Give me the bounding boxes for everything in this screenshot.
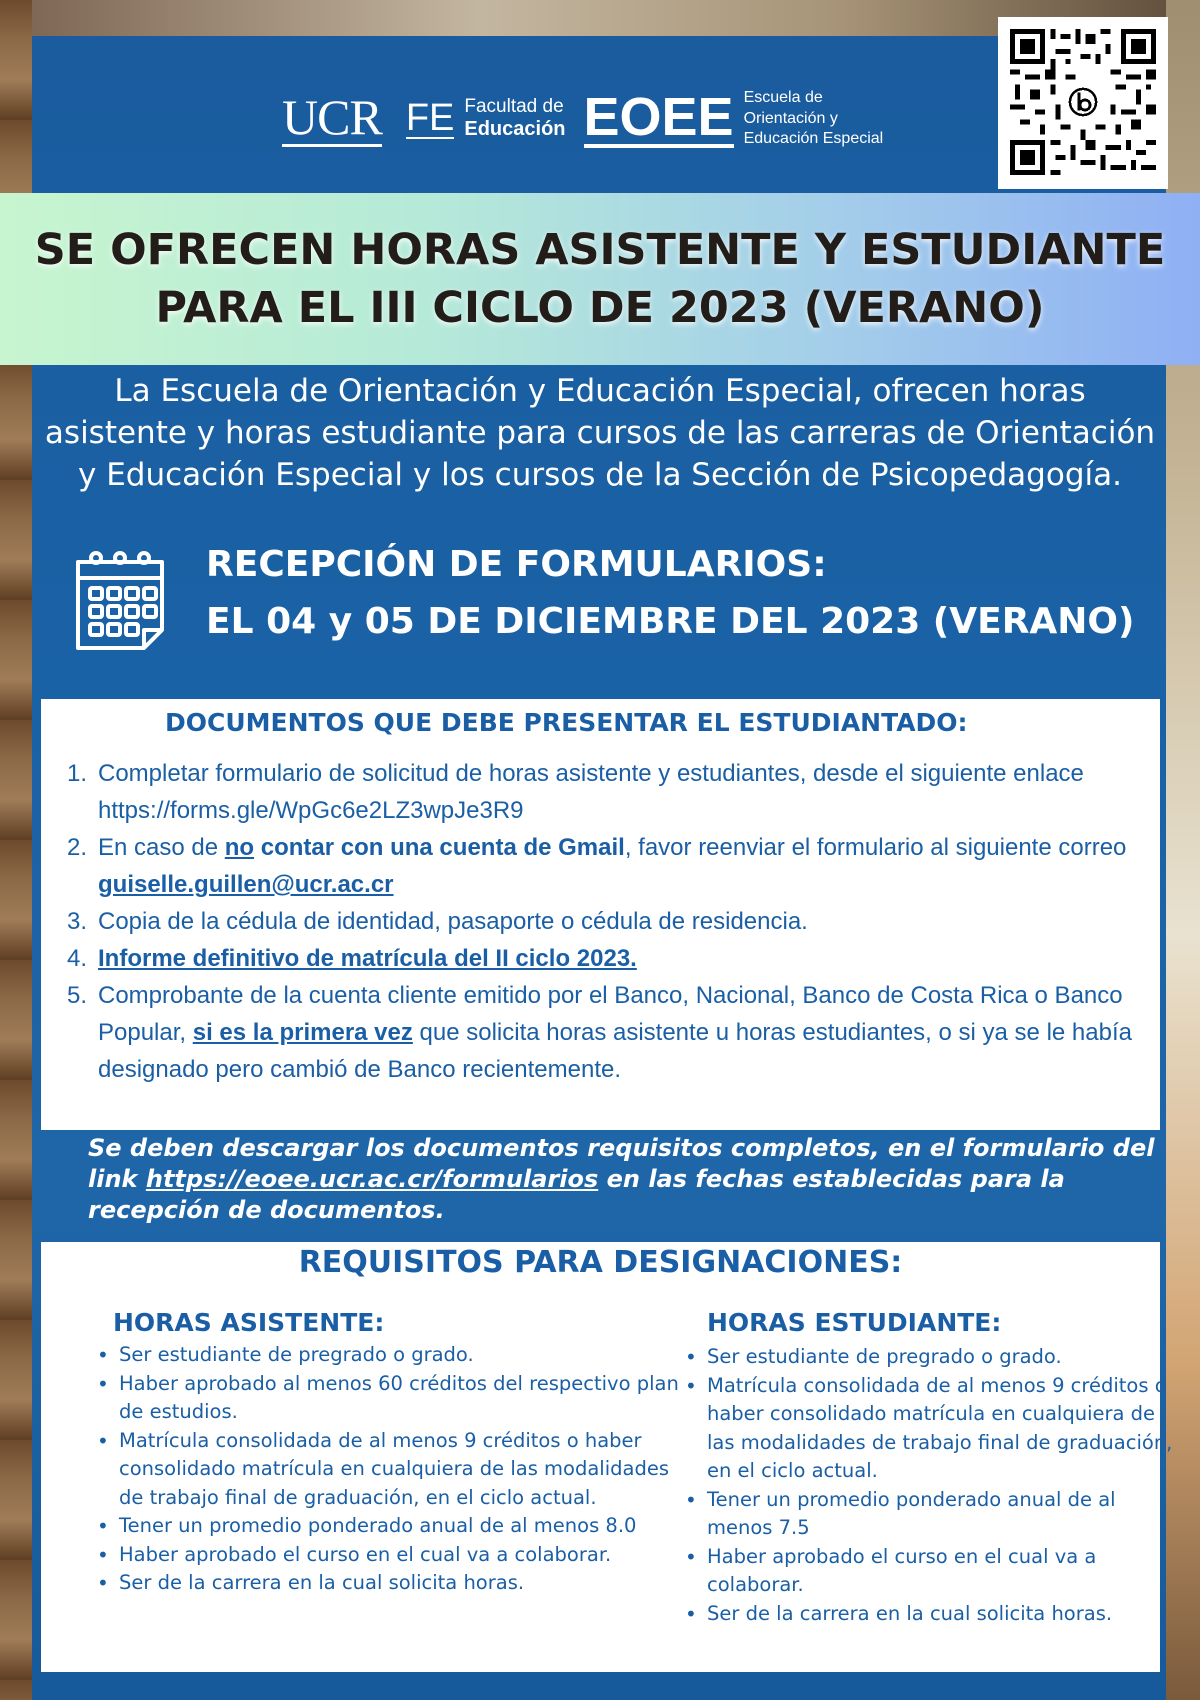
list-number: 3. xyxy=(67,908,88,935)
list-item: • Ser estudiante de pregrado o grado. xyxy=(91,1341,691,1370)
fe-line-2: Educación xyxy=(464,118,566,140)
list-number: 5. xyxy=(67,982,88,1009)
requirements-box xyxy=(41,1242,1173,1672)
list-item xyxy=(67,903,1147,940)
list-item: • Haber aprobado el curso en el cual va a colaborar. xyxy=(91,1541,691,1570)
list-item: • Tener un promedio ponderado anual de al menos 8.0 xyxy=(91,1512,691,1541)
eoee-line-1: Escuela de xyxy=(743,88,823,106)
horas-estudiante-heading: HORAS ESTUDIANTE: xyxy=(707,1308,1002,1337)
list-text: Copia de la cédula de identidad, pasaporte o cédula de residencia. xyxy=(98,908,808,935)
qr-code[interactable] xyxy=(998,17,1168,189)
list-text xyxy=(98,940,1147,977)
reception-section xyxy=(72,544,1172,654)
reception-title: RECEPCIÓN DE FORMULARIOS: xyxy=(206,544,827,585)
list-item: • Ser de la carrera en la cual solicita horas. xyxy=(679,1600,1179,1629)
list-item xyxy=(67,940,1147,977)
list-number: 1. xyxy=(67,760,88,787)
reception-date: EL 04 y 05 DE DICIEMBRE DEL 2023 (VERANO) xyxy=(206,601,1135,642)
horas-estudiante-column xyxy=(679,1308,1179,1628)
list-number: 2. xyxy=(67,834,88,861)
documents-list xyxy=(67,755,1147,1088)
horas-asistente-column xyxy=(91,1308,691,1598)
list-item xyxy=(67,755,1147,829)
documents-title: DOCUMENTOS QUE DEBE PRESENTAR EL ESTUDIANTADO: xyxy=(165,708,968,737)
list-text xyxy=(98,829,1147,903)
note-text-end: en las fechas establecidas para la recepción de documentos. xyxy=(88,1165,1065,1224)
eoee-logo-mark: EOEE xyxy=(583,87,734,147)
list-item: • Haber aprobado el curso en el cual va a colaborar. xyxy=(679,1543,1179,1600)
title-band xyxy=(0,193,1200,365)
text-segment: , favor reenviar el formulario al siguiente correo xyxy=(624,834,1127,861)
documents-box xyxy=(41,699,1160,1130)
page-title-line-1: SE OFRECEN HORAS ASISTENTE Y ESTUDIANTE xyxy=(34,225,1166,275)
list-item: • Ser de la carrera en la cual solicita horas. xyxy=(91,1569,691,1598)
list-text: Completar formulario de solicitud de horas asistente y estudiantes, desde el siguiente enlace https://forms.gle/WpGc6e2LZ3wpJe3R9 xyxy=(98,760,1084,824)
list-item: • Matrícula consolidada de al menos 9 créditos o haber consolidado matrícula en cualquiera de las modalidades de trabajo final de graduación, en el ciclo actual. xyxy=(91,1427,691,1513)
qr-code-icon xyxy=(1010,29,1156,175)
list-item: • Haber aprobado al menos 60 créditos del respectivo plan de estudios. xyxy=(91,1370,691,1427)
fe-line-1: Facultad de xyxy=(464,96,564,118)
horas-asistente-heading: HORAS ASISTENTE: xyxy=(113,1308,385,1337)
requirements-title: REQUISITOS PARA DESIGNACIONES: xyxy=(298,1245,903,1280)
horas-estudiante-list xyxy=(679,1343,1179,1628)
formularios-link[interactable]: https://eoee.ucr.ac.cr/formularios xyxy=(145,1165,599,1193)
text-segment: Comprobante de la cuenta cliente emitido por el Banco, Nacional, Banco de Costa Rica o Banco Popular, xyxy=(98,982,1123,1046)
text-segment: En caso de xyxy=(98,834,225,861)
fe-logo-text xyxy=(464,97,565,141)
email-link[interactable]: guiselle.guillen@ucr.ac.cr xyxy=(98,871,394,898)
header-logos xyxy=(282,84,883,154)
eoee-line-3: Educación Especial xyxy=(743,130,884,148)
list-number: 4. xyxy=(67,945,88,972)
list-item: • Tener un promedio ponderado anual de al menos 7.5 xyxy=(679,1486,1179,1543)
emphasis-no: no xyxy=(224,834,255,861)
eoee-logo-text xyxy=(744,88,884,150)
fe-logo-mark: FE xyxy=(405,97,455,139)
emphasis-primera-vez: si es la primera vez xyxy=(192,1019,413,1046)
eoee-line-2: Orientación y xyxy=(743,109,838,127)
intro-paragraph: La Escuela de Orientación y Educación Especial, ofrecen horas asistente y horas estudiante para cursos de las carreras de Orientación y Educación Especial y los cursos de la Sección de Psicopedagogía. xyxy=(44,373,1156,493)
list-item: • Ser estudiante de pregrado o grado. xyxy=(679,1343,1179,1372)
horas-asistente-list xyxy=(91,1341,691,1598)
list-text xyxy=(98,977,1147,1088)
text-segment: que solicita horas asistente u horas estudiantes, o si ya se le había designado pero cambió de Banco recientemente. xyxy=(98,1019,1132,1083)
fe-logo xyxy=(406,97,566,141)
list-item xyxy=(67,977,1147,1088)
page-title-line-2: PARA EL III CICLO DE 2023 (VERANO) xyxy=(155,283,1045,333)
calendar-icon xyxy=(72,548,168,652)
emphasis-informe: Informe definitivo de matrícula del II ciclo 2023. xyxy=(98,945,637,972)
emphasis-gmail: contar con una cuenta de Gmail xyxy=(254,834,625,861)
note-text: Se deben descargar los documentos requisitos completos, en el formulario del link xyxy=(88,1134,1155,1193)
ucr-logo: UCR xyxy=(282,88,382,145)
list-item: • Matrícula consolidada de al menos 9 créditos o haber consolidado matrícula en cualquiera de las modalidades de trabajo final de graduación, en el ciclo actual. xyxy=(679,1372,1179,1486)
download-note xyxy=(88,1133,1168,1226)
list-item xyxy=(67,829,1147,903)
